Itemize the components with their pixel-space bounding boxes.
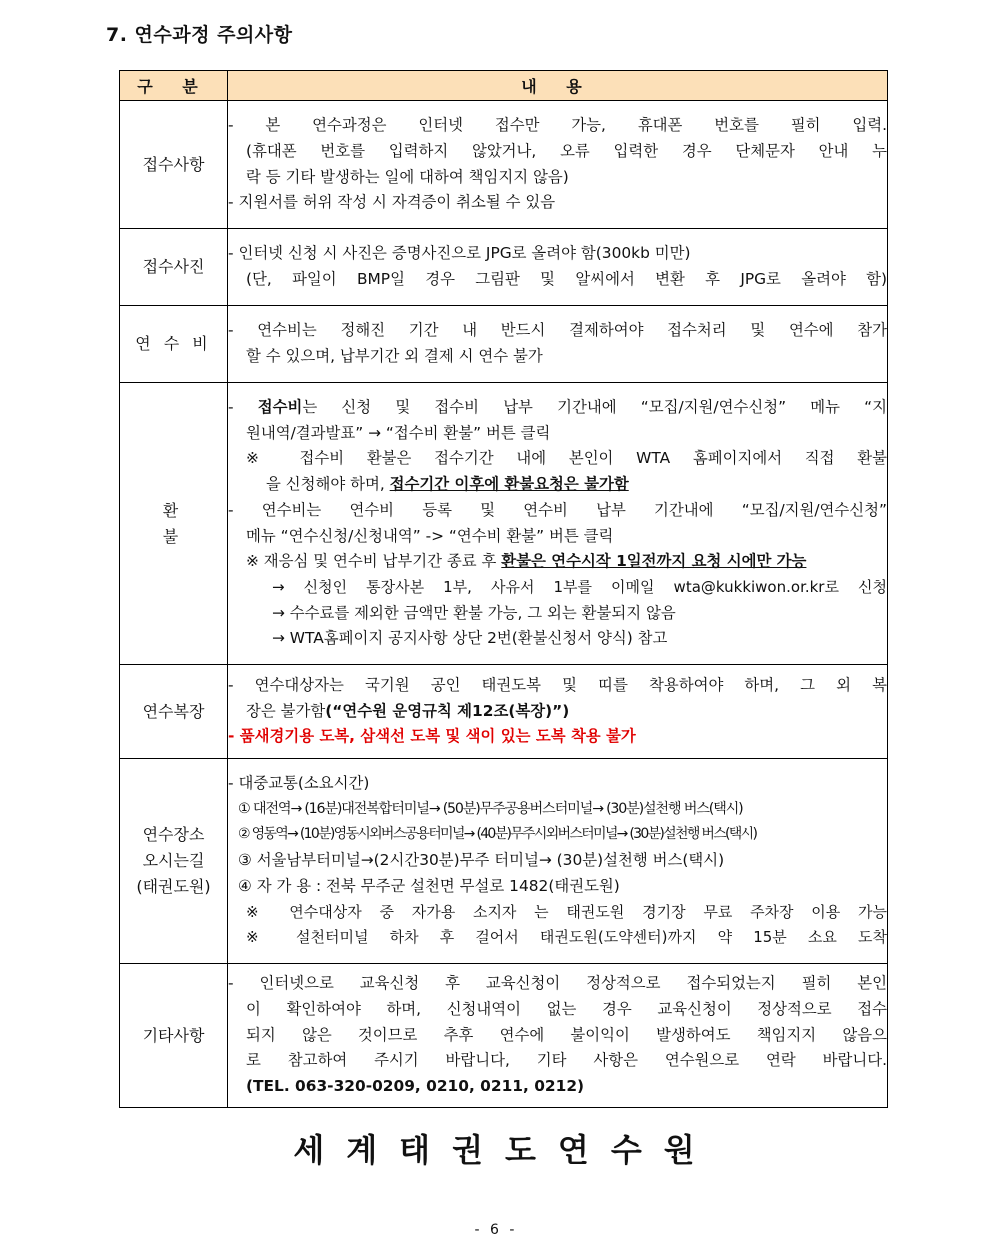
content-line: ④ 자 가 용 : 전북 무주군 설천면 무설로 1482(태권도원) xyxy=(238,876,620,895)
text: - xyxy=(228,397,258,416)
row-label-text: 연수장소 xyxy=(142,825,205,844)
content-line: ③ 서울남부터미널→(2시간30분)무주 터미널→ (30분)설천행 버스(택시) xyxy=(238,851,725,870)
row-label-text: (태권도원) xyxy=(136,877,211,896)
row-content xyxy=(228,665,888,759)
row-label xyxy=(120,306,228,383)
row-label xyxy=(120,665,228,759)
content-line: → WTA홈페이지 공지사항 상단 2번(환불신청서 양식) 참고 xyxy=(272,629,668,648)
content-line: 되지 않은 것이므로 추후 연수에 불이익이 발생하여도 책임지지 않음으 xyxy=(246,1025,887,1044)
row-label-text: 연수복장 xyxy=(142,701,205,721)
content-line: 로 참고하여 주시기 바랍니다, 기타 사항은 연수원으로 연락 바랍니다. xyxy=(246,1051,887,1070)
content-line xyxy=(228,472,887,498)
content-line: 이 확인하여야 하며, 신청내역이 없는 경우 교육신청이 정상적으로 접수 xyxy=(246,999,887,1018)
row-content xyxy=(228,964,888,1108)
content-line: (휴대폰 번호를 입력하지 않았거나, 오류 입력한 경우 단체문자 안내 누 xyxy=(246,141,887,160)
row-label-text: 기타사항 xyxy=(142,1025,205,1045)
content-line: 락 등 기타 발생하는 일에 대하여 책임지지 않음) xyxy=(246,167,569,186)
row-label xyxy=(120,229,228,306)
content-line xyxy=(228,395,887,421)
organization-title: 세계태권도연수원 xyxy=(293,1131,717,1169)
row-label-text: 오시는길 xyxy=(142,851,205,870)
row-content xyxy=(228,759,888,964)
row-content xyxy=(228,229,888,306)
text: 는 신청 및 접수비 납부 기간내에 “모집/지원/연수신청” 메뉴 “지 xyxy=(302,397,887,416)
content-line: ※ 접수비 환불은 접수기간 내에 본인이 WTA 홈페이지에서 직접 환불 xyxy=(246,449,887,468)
row-label-text: 접수사진 xyxy=(142,257,205,276)
row-label xyxy=(120,964,228,1108)
telephone-line: (TEL. 063-320-0209, 0210, 0211, 0212) xyxy=(246,1077,585,1096)
row-label-text: 연 수 비 xyxy=(135,334,212,353)
table-header-row xyxy=(120,71,888,101)
row-label-text: 환 불 xyxy=(162,500,203,546)
text: 을 신청해야 하며, xyxy=(266,475,390,494)
content-line: - 대중교통(소요시간) xyxy=(228,774,370,793)
section-title: 7. 연수과정 주의사항 xyxy=(106,24,293,46)
text: 장은 불가함 xyxy=(246,701,326,720)
content-line: ※ 설천터미널 하차 후 걸어서 태권도원(도약센터)까지 약 15분 소요 도착 xyxy=(246,928,887,947)
content-line: - 지원서를 허위 작성 시 자격증이 취소될 수 있음 xyxy=(228,193,556,212)
table-row xyxy=(120,101,888,229)
content-line: → 신청인 통장사본 1부, 사유서 1부를 이메일 wta@kukkiwon.or.kr로 신청 xyxy=(272,577,887,596)
row-content xyxy=(228,383,888,665)
content-line: - 인터넷으로 교육신청 후 교육신청이 정상적으로 접수되었는지 필히 본인 xyxy=(228,974,887,993)
content-line: ※ 연수대상자 중 자가용 소지자 는 태권도원 경기장 무료 주차장 이용 가능 xyxy=(246,902,887,921)
content-line xyxy=(228,699,887,725)
table-row xyxy=(120,759,888,964)
table-row xyxy=(120,306,888,383)
header-content: 내 용 xyxy=(228,71,888,101)
notice-table xyxy=(119,70,888,1108)
content-line: - 연수비는 정해진 기간 내 반드시 결제하여야 접수처리 및 연수에 참가 xyxy=(228,321,887,340)
row-content xyxy=(228,306,888,383)
row-content xyxy=(228,101,888,229)
header-category: 구 분 xyxy=(120,71,228,101)
row-label xyxy=(120,101,228,229)
underlined-text: 접수기간 이후에 환불요청은 불가함 xyxy=(389,475,629,494)
content-line: 할 수 있으며, 납부기간 외 결제 시 연수 불가 xyxy=(246,347,543,365)
table-row xyxy=(120,383,888,665)
content-line: - 연수비는 연수비 등록 및 연수비 납부 기간내에 “모집/지원/연수신청” xyxy=(228,500,887,519)
bold-text: 접수비 xyxy=(257,397,303,416)
table-row xyxy=(120,229,888,306)
page-number: - 6 - xyxy=(474,1222,518,1238)
table-row xyxy=(120,964,888,1108)
content-line: → 수수료를 제외한 금액만 환불 가능, 그 외는 환불되지 않음 xyxy=(272,603,676,622)
row-label xyxy=(120,383,228,665)
content-line: ① 대전역→ (16분)대전복합터미널→ (50분)무주공용버스터미널→ (30분)설천행 버스(택시) xyxy=(238,800,743,817)
row-label xyxy=(120,759,228,964)
content-line: - 연수대상자는 국기원 공인 태권도복 및 띠를 착용하여야 하며, 그 외 복 xyxy=(228,675,887,694)
content-line: - 본 연수과정은 인터넷 접수만 가능, 휴대폰 번호를 필히 입력. xyxy=(228,116,887,135)
content-line xyxy=(228,549,887,575)
table-row xyxy=(120,665,888,759)
bold-text: (“연수원 운영규칙 제12조(복장)”) xyxy=(325,701,570,720)
content-line: - 인터넷 신청 시 사진은 증명사진으로 JPG로 올려야 함(300kb 미만) xyxy=(228,244,691,263)
content-line: 원내역/결과발표” → “접수비 환불” 버튼 클릭 xyxy=(246,423,551,442)
text: ※ 재응심 및 연수비 납부기간 종료 후 xyxy=(246,552,502,571)
underlined-text: 환불은 연수시작 1일전까지 요청 시에만 가능 xyxy=(501,552,807,571)
row-label-text: 접수사항 xyxy=(142,154,205,174)
warning-line: - 품새경기용 도복, 삼색선 도복 및 색이 있는 도복 착용 불가 xyxy=(228,727,636,746)
content-line: ② 영동역→ (10분)영동시외버스공용터미널→ (40분)무주시외버스터미널→ (30분)설천행 버스(택시) xyxy=(238,826,757,843)
content-line: (단, 파일이 BMP일 경우 그림판 및 알씨에서 변환 후 JPG로 올려야 함) xyxy=(246,270,887,288)
content-line: 메뉴 “연수신청/신청내역” -> “연수비 환불” 버튼 클릭 xyxy=(246,526,614,545)
